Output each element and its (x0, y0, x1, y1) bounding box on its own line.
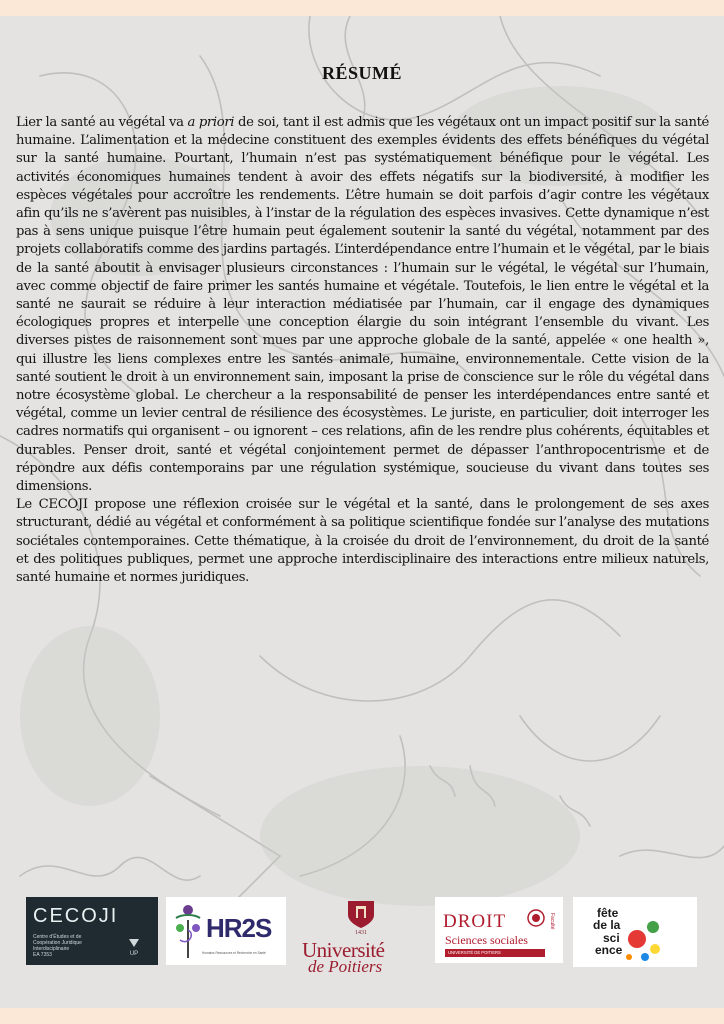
fete-line1: fête (597, 906, 619, 920)
paragraph-1-start: Lier la santé au végétal va (16, 115, 188, 130)
page-title: RÉSUMÉ (321, 63, 402, 83)
fete-dots-icon (573, 897, 697, 967)
up-badge (124, 937, 144, 957)
hr2s-logo-name: HR2S (206, 913, 272, 943)
paragraph-2: Le CECOJI propose une réflexion croisée sur le végétal et la santé, dans le prolongement de ses axes structurant, dédié au végétal et conformément à sa politique scientifique fondée sur l’analyse des mutations sociétales contemporaines. Cette thématique, à la croisée du droit de l’environnement, du droit de la santé et des politiques publiques, permet une approche interdisciplinaire des interactions entre milieux naturels, santé humaine et normes juridiques. (16, 497, 709, 586)
partner-logos (0, 895, 724, 975)
fete-line4: ence (595, 943, 623, 957)
paragraph-1 (16, 114, 709, 496)
hr2s-logo-subtitle: Humains Ressources et Recherche en Santé (202, 951, 266, 955)
cecoji-logo-subtitle: Centre d’Études et de Coopération Juridique Interdisciplinaire EA 7353 (33, 934, 82, 958)
abstract-body (16, 114, 709, 587)
poitiers-name-line2: de Poitiers (308, 957, 383, 976)
droit-logo-line1: DROIT (443, 911, 507, 932)
poitiers-crest-icon (346, 897, 376, 929)
cecoji-logo-name: CECOJI (33, 905, 119, 927)
up-triangle-icon (128, 937, 140, 949)
droit-logo-line3: UNIVERSITÉ DE POITIERS (445, 949, 545, 957)
droit-seal-icon (527, 909, 545, 927)
fete-de-la-science-logo (573, 897, 697, 967)
poitiers-name-line1: Université (302, 938, 385, 962)
fete-line2: de la (593, 918, 621, 932)
page (0, 16, 724, 1008)
cecoji-logo (26, 897, 158, 965)
universite-poitiers-logo (300, 897, 426, 976)
paragraph-1-rest: de soi, tant il est admis que les végétaux ont un impact positif sur la santé humaine. L’alimentation et la médecine constituent des exemples évidents des effets bénéfiques du végétal sur la santé humaine. Pourtant, l’humain n’est pas systématiquement bénéfique pour le végétal. Les activités économiques humaines tendent à avoir des effets négatifs sur la biodiversité, à modifier les espèces végétales pour accroître les rendements. L’être humain se doit parfois d’agir contre les végétaux afin qu’ils ne s’avèrent pas nuisibles, à l’instar de la régulation des espèces invasives. Cette dynamique n’est pas à sens unique puisque l’être humain peut également soutenir la santé du végétal, notamment par des projets collaboratifs comme des jardins partagés. L’interdépendance entre l’humain et le végétal, par le biais de la santé aboutit à envisager plusieurs circonstances : l’humain sur le végétal, le végétal sur l’humain, avec comme objectif de faire primer les santés humaine et végétale. Toutefois, le lien entre le végétal et la santé ne saurait se réduire à leur interaction médiatisée par l’humain, car il engage des dynamiques écologiques propres et interpelle une conception élargie du soin intégrant l’ensemble du vivant. Les diverses pistes de raisonnement sont mues par une approche globale de la santé, appelée « one health », qui illustre les liens complexes entre les santés animale, humaine, environnementale. Cette vision de la santé soutient le droit à un environnement sain, imposant la prise de conscience sur le rôle du végétal dans notre écosystème global. Le chercheur a la responsabilité de penser les interdépendances entre santé et végétal, comme un levier central de résilience des écosystèmes. Le juriste, en particulier, doit interroger les cadres normatifs qui organisent – ou ignorent – ces relations, afin de les rendre plus cohérents, équitables et durables. Penser droit, santé et végétal conjointement permet de dépasser l’anthropocentrisme et de répondre aux défis contemporains par une régulation systémique, soucieuse du vivant dans toutes ses dimensions. (16, 115, 709, 495)
droit-sciences-sociales-logo (435, 897, 563, 963)
paragraph-1-italic: a priori (187, 115, 235, 130)
droit-logo-line2: Sciences sociales (445, 933, 528, 947)
up-badge-label: UP (129, 951, 139, 957)
droit-logo-side: Faculté (549, 913, 555, 930)
poitiers-year: 1431 (355, 930, 367, 936)
hr2s-logo (166, 897, 286, 965)
fete-line3: sci (603, 931, 620, 945)
